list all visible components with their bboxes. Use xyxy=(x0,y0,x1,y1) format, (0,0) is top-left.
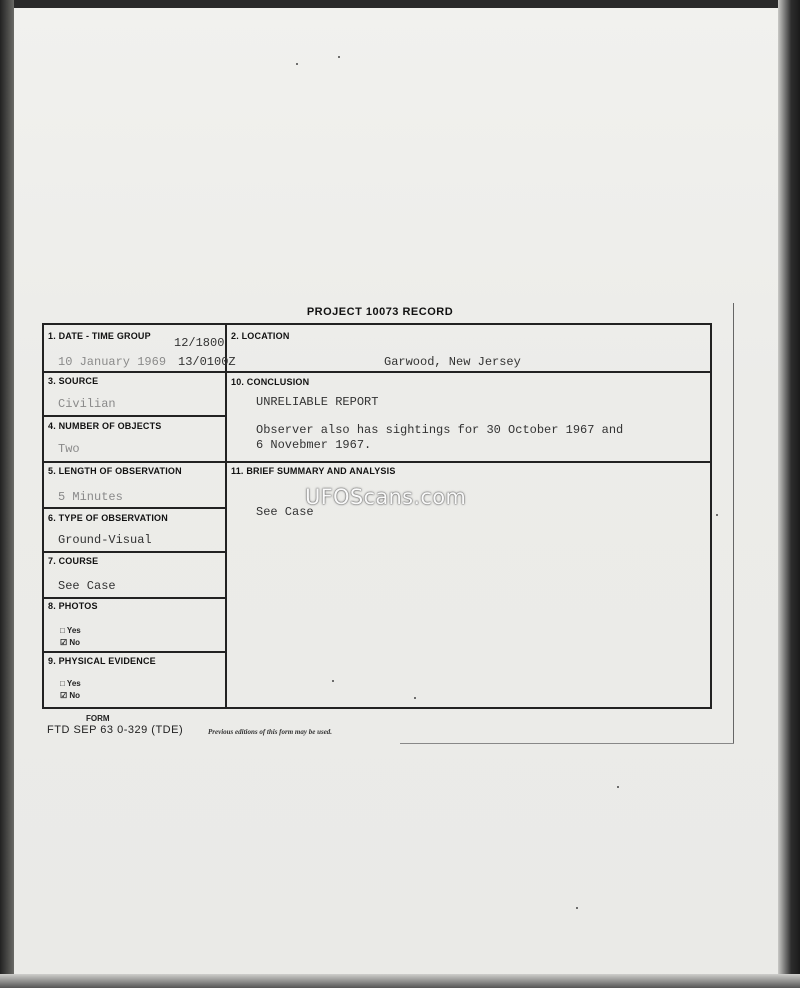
row-divider xyxy=(44,507,225,509)
date-time-label: 1. DATE - TIME GROUP xyxy=(48,331,151,341)
checkbox-empty-icon: □ xyxy=(60,626,65,635)
physical-evidence-label: 9. PHYSICAL EVIDENCE xyxy=(48,656,156,666)
photos-no-option[interactable]: ☑ No xyxy=(60,638,81,647)
photos-label: 8. PHOTOS xyxy=(48,601,98,611)
scan-speck xyxy=(617,786,619,788)
scan-speck xyxy=(332,680,334,682)
evidence-yes-option[interactable]: □ Yes xyxy=(60,679,81,688)
row-divider xyxy=(44,461,225,463)
row-divider xyxy=(44,597,225,599)
page-margin-line xyxy=(733,303,734,743)
row-divider xyxy=(225,461,710,463)
record-form xyxy=(42,323,712,709)
objects-value: Two xyxy=(58,442,80,456)
scan-edge-bottom xyxy=(0,974,800,988)
scan-speck xyxy=(414,697,416,699)
date-time-local: 12/1800 xyxy=(174,336,225,350)
scan-edge-right xyxy=(778,0,800,988)
source-value: Civilian xyxy=(58,397,116,411)
conclusion-label: 10. CONCLUSION xyxy=(231,377,310,387)
date-value: 10 January 1969 xyxy=(58,355,167,369)
location-label: 2. LOCATION xyxy=(231,331,290,341)
objects-label: 4. NUMBER OF OBJECTS xyxy=(48,421,162,431)
length-label: 5. LENGTH OF OBSERVATION xyxy=(48,466,182,476)
footer-form-code: FTD SEP 63 0-329 (TDE) xyxy=(47,724,184,736)
row-divider xyxy=(44,551,225,553)
footer-form-word: FORM xyxy=(86,714,110,723)
form-title: PROJECT 10073 RECORD xyxy=(306,306,454,318)
type-value: Ground-Visual xyxy=(58,533,152,547)
page-bottom-line xyxy=(400,743,734,744)
summary-value: See Case xyxy=(256,505,314,519)
row-divider xyxy=(44,415,225,417)
photos-yes-option[interactable]: □ Yes xyxy=(60,626,81,635)
date-time-zulu: 13/0100Z xyxy=(178,355,236,369)
summary-label: 11. BRIEF SUMMARY AND ANALYSIS xyxy=(231,466,396,476)
evidence-no-option[interactable]: ☑ No xyxy=(60,691,81,700)
watermark: UFOScans.com xyxy=(305,485,467,509)
row-divider xyxy=(44,371,710,373)
scan-speck xyxy=(296,63,298,65)
conclusion-value: UNRELIABLE REPORT xyxy=(256,395,379,409)
course-label: 7. COURSE xyxy=(48,556,99,566)
scan-edge-left xyxy=(0,0,14,988)
length-value: 5 Minutes xyxy=(58,490,123,504)
row-divider xyxy=(44,651,225,653)
column-divider xyxy=(225,325,227,707)
course-value: See Case xyxy=(58,579,116,593)
checkbox-empty-icon: □ xyxy=(60,679,65,688)
scan-speck xyxy=(576,907,578,909)
conclusion-note-line2: 6 Novebmer 1967. xyxy=(256,438,372,452)
location-value: Garwood, New Jersey xyxy=(384,355,521,369)
conclusion-note-line1: Observer also has sightings for 30 October 1967 and xyxy=(256,423,624,437)
checkbox-checked-icon: ☑ xyxy=(60,691,68,700)
type-label: 6. TYPE OF OBSERVATION xyxy=(48,513,168,523)
source-label: 3. SOURCE xyxy=(48,376,99,386)
scan-speck xyxy=(716,514,718,516)
checkbox-checked-icon: ☑ xyxy=(60,638,68,647)
footer-note: Previous editions of this form may be used. xyxy=(208,728,333,736)
scan-speck xyxy=(338,56,340,58)
